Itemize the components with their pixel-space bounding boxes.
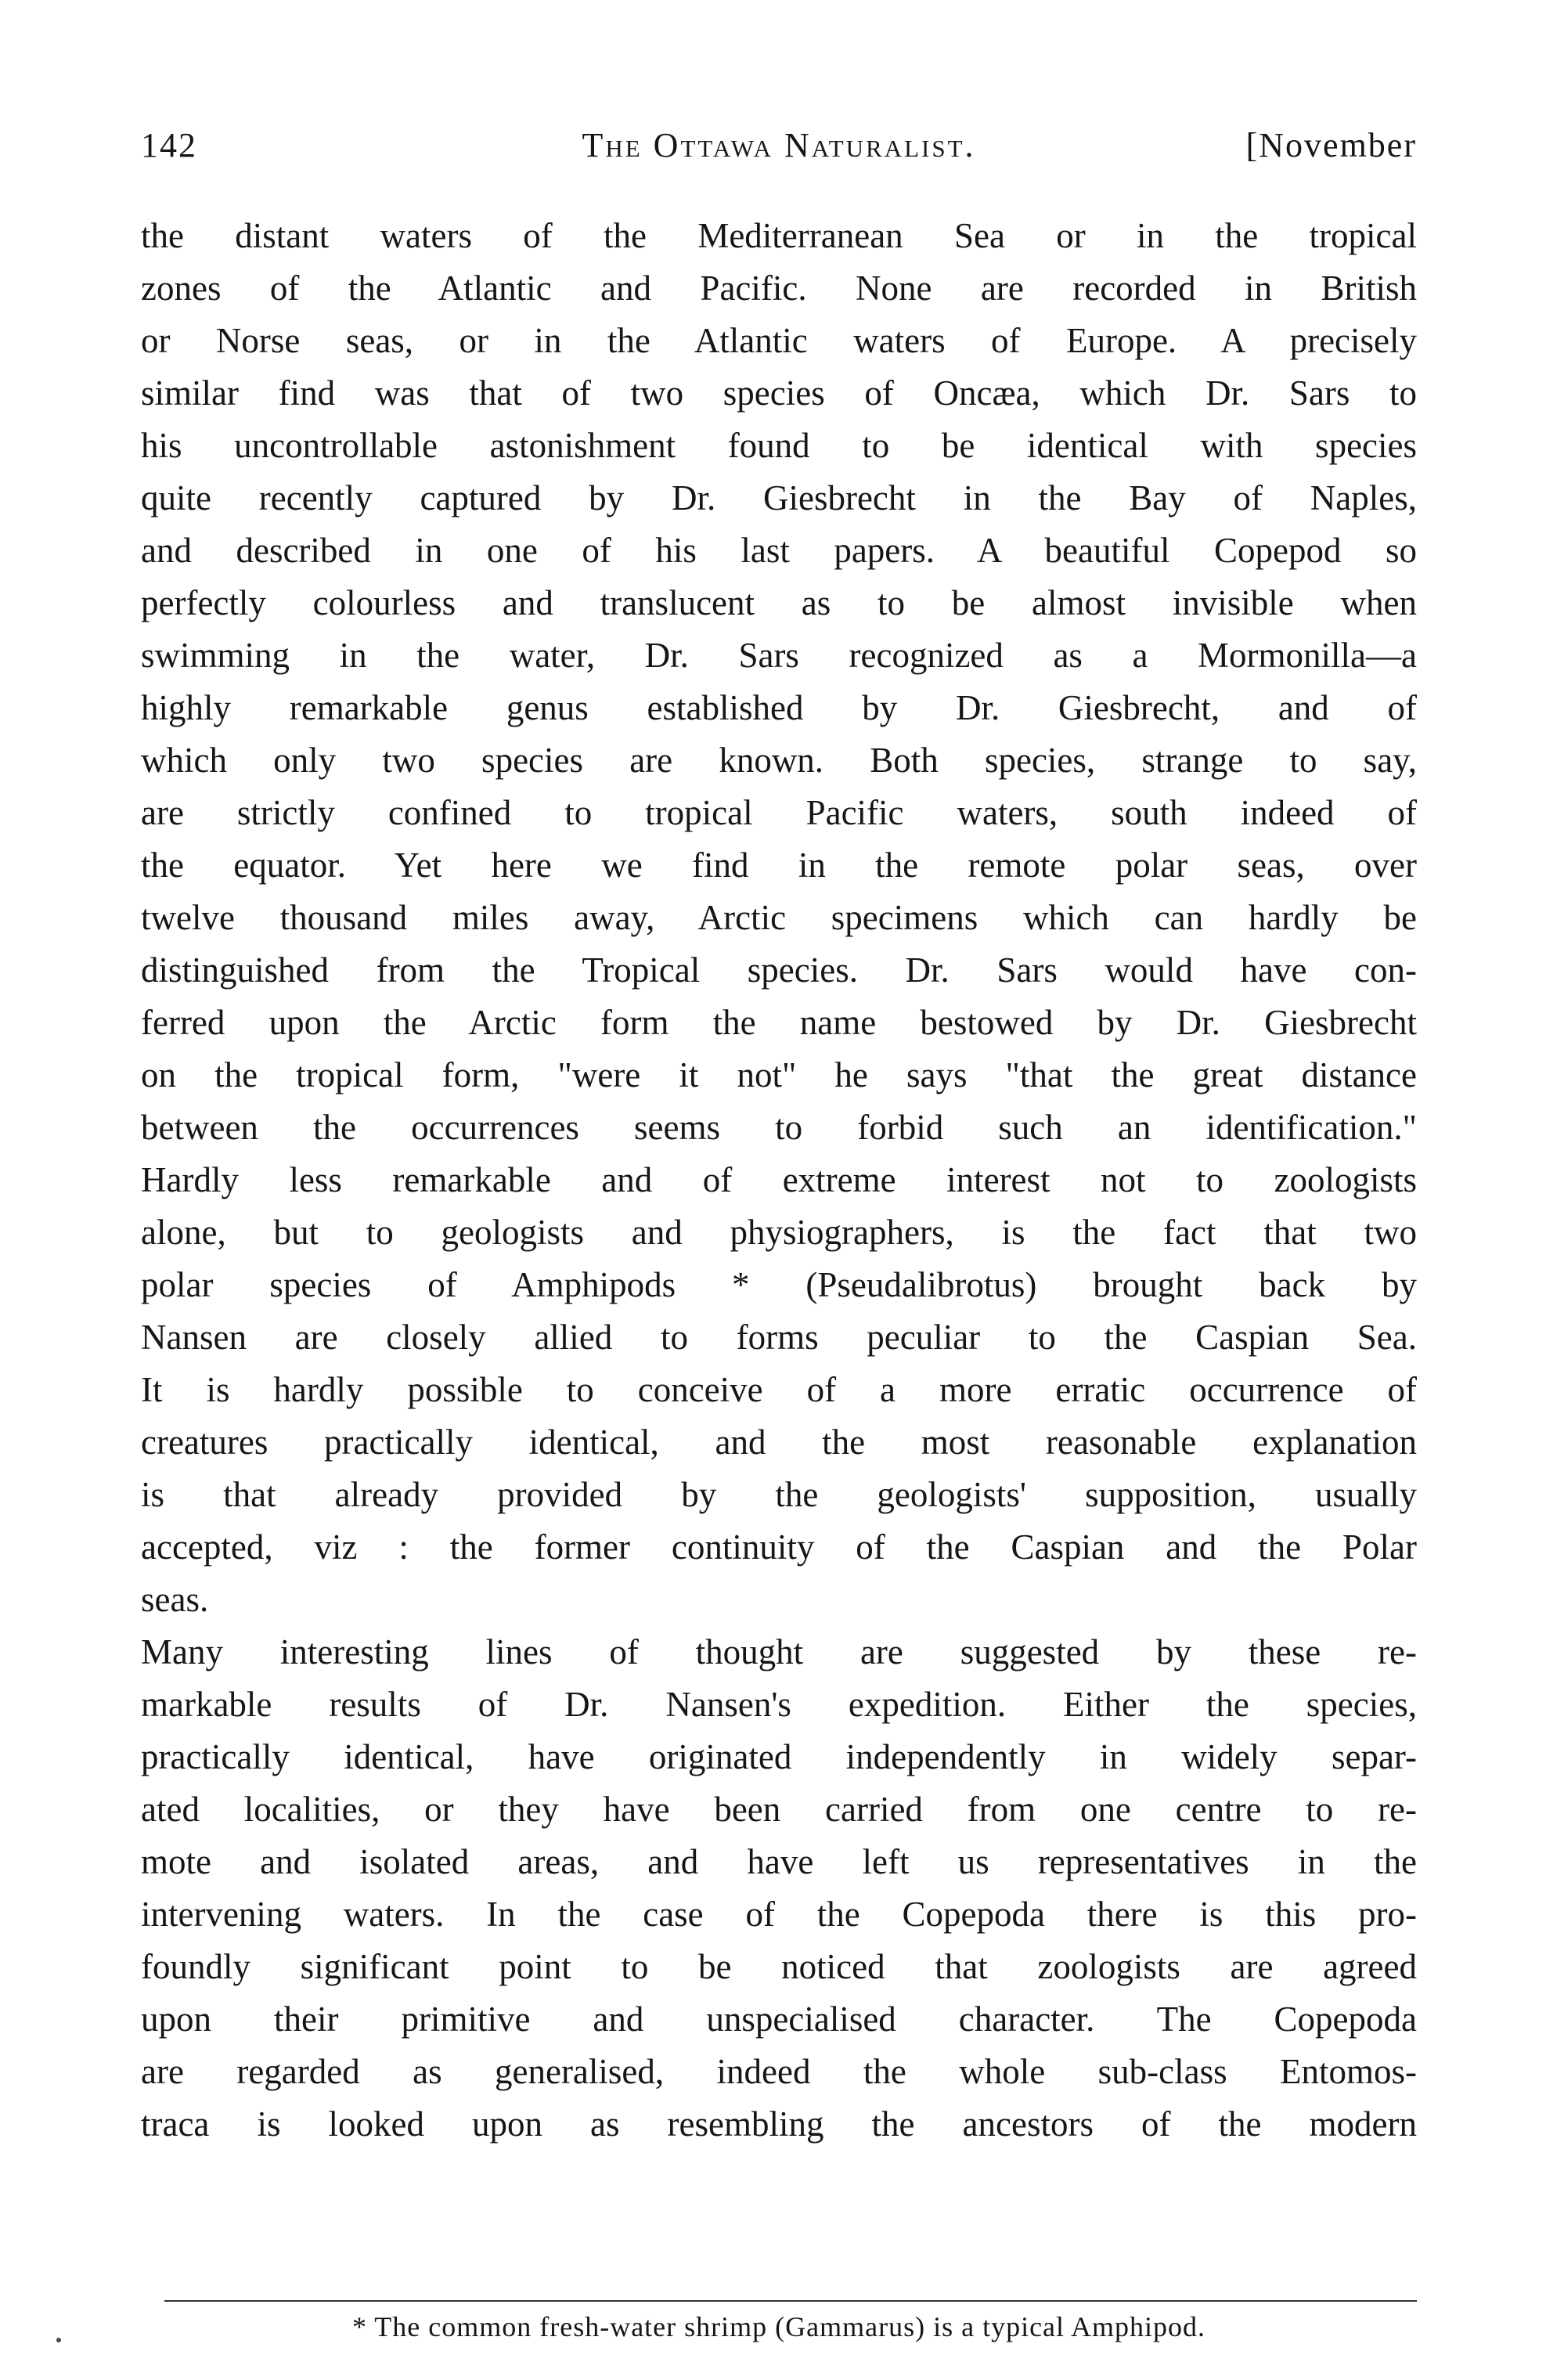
text-line: traca is looked upon as resembling the ancestors of the modern <box>141 2104 1417 2144</box>
text-line: intervening waters. In the case of the Copepoda there is this pro- <box>141 1895 1417 1934</box>
page-number: 142 <box>141 126 197 164</box>
text-line: practically identical, have originated independently in widely separ- <box>141 1737 1417 1776</box>
issue-month: [November <box>1245 126 1417 164</box>
text-line: markable results of Dr. Nansen's expedition. Either the species, <box>141 1685 1417 1724</box>
text-line: are strictly confined to tropical Pacific waters, south indeed of <box>141 793 1417 832</box>
text-line: ated localities, or they have been carried from one centre to re- <box>141 1790 1417 1829</box>
running-header <box>141 125 1417 172</box>
text-line: his uncontrollable astonishment found to be identical with species <box>141 426 1417 465</box>
text-line: are regarded as generalised, indeed the whole sub-class Entomos- <box>141 2052 1417 2091</box>
body-text <box>141 210 1417 2151</box>
text-line: the distant waters of the Mediterranean Sea or in the tropical <box>141 216 1417 255</box>
text-line: similar find was that of two species of Oncæa, which Dr. Sars to <box>141 373 1417 413</box>
text-line: between the occurrences seems to forbid such an identification." <box>141 1108 1417 1147</box>
footnote-divider <box>164 2300 1417 2302</box>
text-line: swimming in the water, Dr. Sars recognized as a Mormonilla—a <box>141 636 1417 675</box>
page-speck <box>56 2338 61 2342</box>
text-line: and described in one of his last papers. A beautiful Copepod so <box>141 531 1417 570</box>
text-line: perfectly colourless and translucent as to be almost invisible when <box>141 583 1417 622</box>
text-line: twelve thousand miles away, Arctic specimens which can hardly be <box>141 898 1417 937</box>
text-line: Nansen are closely allied to forms peculiar to the Caspian Sea. <box>141 1318 1417 1357</box>
text-line: distinguished from the Tropical species. Dr. Sars would have con- <box>141 950 1417 990</box>
text-line: It is hardly possible to conceive of a more erratic occurrence of <box>141 1370 1417 1409</box>
text-line: foundly significant point to be noticed that zoologists are agreed <box>141 1947 1417 1986</box>
text-line: on the tropical form, "were it not" he says "that the great distance <box>141 1055 1417 1094</box>
text-line: ferred upon the Arctic form the name bestowed by Dr. Giesbrecht <box>141 1003 1417 1042</box>
text-line: polar species of Amphipods * (Pseudalibrotus) brought back by <box>141 1265 1417 1304</box>
text-line: upon their primitive and unspecialised character. The Copepoda <box>141 2000 1417 2039</box>
text-line: mote and isolated areas, and have left us representatives in the <box>141 1842 1417 1881</box>
text-line: seas. <box>141 1580 209 1619</box>
text-line: which only two species are known. Both species, strange to say, <box>141 741 1417 780</box>
footnote: * The common fresh-water shrimp (Gammarus) is a typical Amphipod. <box>351 2311 1206 2342</box>
text-line: or Norse seas, or in the Atlantic waters of Europe. A precisely <box>141 321 1417 360</box>
text-line: highly remarkable genus established by Dr. Giesbrecht, and of <box>141 688 1417 727</box>
text-line: the equator. Yet here we find in the remote polar seas, over <box>141 846 1417 885</box>
text-line: Many interesting lines of thought are suggested by these re- <box>141 1632 1417 1671</box>
text-line: Hardly less remarkable and of extreme interest not to zoologists <box>141 1160 1417 1199</box>
text-line: creatures practically identical, and the most reasonable explanation <box>141 1423 1417 1462</box>
text-line: quite recently captured by Dr. Giesbrecht in the Bay of Naples, <box>141 478 1417 517</box>
text-line: alone, but to geologists and physiographers, is the fact that two <box>141 1213 1417 1252</box>
text-line: zones of the Atlantic and Pacific. None are recorded in British <box>141 269 1417 308</box>
text-line: accepted, viz : the former continuity of the Caspian and the Polar <box>141 1527 1417 1567</box>
running-title: The Ottawa Naturalist. <box>582 126 976 164</box>
text-line: is that already provided by the geologists' supposition, usually <box>141 1475 1417 1514</box>
